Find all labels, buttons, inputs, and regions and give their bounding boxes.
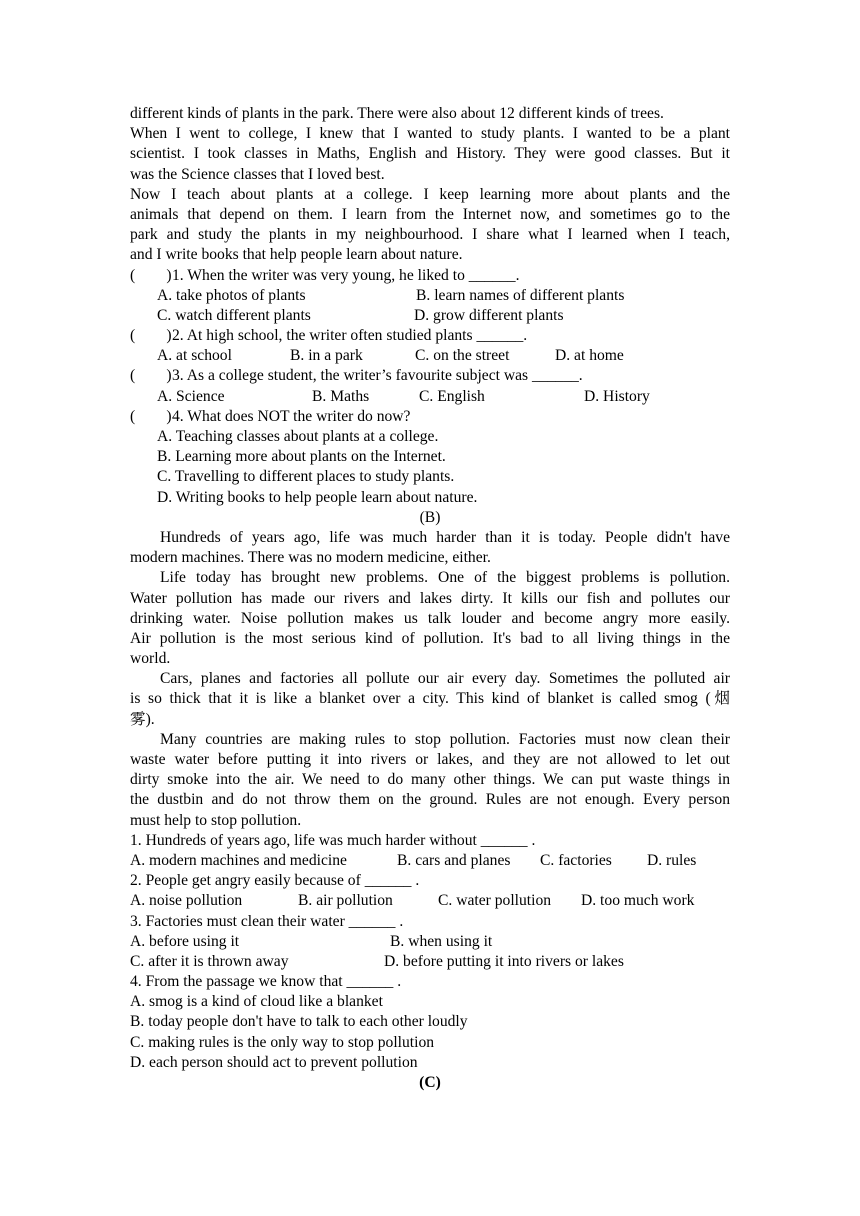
text-line: world.: [130, 650, 171, 668]
option-c: C. watch different plants: [157, 306, 311, 324]
answer-bracket: ( ): [130, 266, 172, 284]
text-line: the dustbin and do not throw them on the ground. Rules are not enough. Every person: [130, 791, 730, 809]
question-a2: [130, 326, 730, 346]
option-a: A. noise pollution: [130, 892, 243, 910]
text-line: Many countries are making rules to stop pollution. Factories must now clean their: [160, 730, 730, 748]
text-line: modern machines. There was no modern medicine, either.: [130, 549, 491, 567]
answer-bracket: ( ): [130, 367, 172, 385]
option-b: B. air pollution: [298, 892, 393, 910]
question-a1: [130, 266, 730, 286]
option-d: D. rules: [647, 851, 697, 869]
text-line: park and study the plants in my neighbourhood. I share what I learned when I teach,: [130, 226, 730, 244]
option-c: C. after it is thrown away: [130, 952, 289, 970]
option-b: B. in a park: [290, 347, 363, 365]
text-line: When I went to college, I knew that I wanted to study plants. I wanted to be a plant: [130, 125, 730, 143]
text-line: dirty smoke into the air. We need to do many other things. We can put waste things in: [130, 771, 730, 789]
text-line: animals that depend on them. I learn from the Internet now, and sometimes go to the: [130, 205, 730, 223]
option-a: A. modern machines and medicine: [130, 851, 347, 869]
text-line: 雾).: [130, 710, 155, 728]
question-a3: [130, 366, 730, 386]
option-b: B. cars and planes: [397, 851, 511, 869]
text-line: scientist. I took classes in Maths, English and History. They were good classes. But it: [130, 145, 730, 163]
question-stem: 2. At high school, the writer often studied plants ______.: [172, 327, 528, 345]
text-line: Cars, planes and factories all pollute our air every day. Sometimes the polluted air: [160, 670, 730, 688]
text-line: and I write books that help people learn about nature.: [130, 246, 463, 264]
document-text: [130, 104, 730, 1093]
text-line: drinking water. Noise pollution makes us talk louder and become angry more easily.: [130, 609, 730, 627]
question-stem: 1. When the writer was very young, he liked to ______.: [172, 266, 520, 284]
option-a: A. take photos of plants: [157, 286, 306, 304]
options-row: [130, 346, 730, 366]
question-b1-stem: 1. Hundreds of years ago, life was much harder without ______ .: [130, 831, 536, 849]
option-b: B. today people don't have to talk to each other loudly: [130, 1013, 468, 1031]
question-b4-stem: 4. From the passage we know that ______ .: [130, 973, 402, 991]
option-d: D. Writing books to help people learn about nature.: [157, 488, 478, 506]
option-a: A. smog is a kind of cloud like a blanket: [130, 993, 383, 1011]
question-a4: [130, 407, 730, 427]
text-line: Hundreds of years ago, life was much harder than it is today. People didn't have: [160, 528, 730, 546]
text-line: Water pollution has made our rivers and lakes dirty. It kills our fish and pollutes our: [130, 589, 730, 607]
text-line: Life today has brought new problems. One of the biggest problems is pollution.: [160, 569, 730, 587]
option-b: B. learn names of different plants: [416, 286, 625, 304]
answer-bracket: ( ): [130, 327, 172, 345]
options-row: [130, 851, 730, 871]
option-c: C. on the street: [415, 347, 510, 365]
option-c: C. water pollution: [438, 892, 552, 910]
text-line: waste water before putting it into rivers or lakes, and they are not allowed to let out: [130, 751, 730, 768]
question-stem: 3. As a college student, the writer’s favourite subject was ______.: [172, 367, 583, 385]
option-d: D. at home: [555, 347, 624, 365]
text-line: Air pollution is the most serious kind of pollution. It's bad to all living things in the: [130, 629, 730, 647]
passage-a-paragraph-1-tail: different kinds of plants in the park. There were also about 12 different kinds of trees.: [130, 105, 664, 122]
option-d: D. too much work: [581, 892, 695, 910]
option-c: C. Travelling to different places to study plants.: [157, 468, 455, 486]
passage-c-heading: (C): [419, 1074, 441, 1091]
text-line: is so thick that it is like a blanket over a city. This kind of blanket is called smog (烟: [130, 690, 730, 708]
options-row: [130, 891, 730, 911]
options-row: [130, 286, 730, 306]
question-b2-stem: 2. People get angry easily because of ______ .: [130, 872, 420, 890]
option-b: B. when using it: [390, 932, 493, 950]
option-d: D. History: [584, 387, 650, 405]
option-d: D. grow different plants: [414, 306, 564, 324]
text-line: must help to stop pollution.: [130, 811, 302, 829]
question-stem: 4. What does NOT the writer do now?: [172, 407, 411, 425]
option-b: B. Learning more about plants on the Internet.: [157, 448, 446, 466]
text-line: Now I teach about plants at a college. I keep learning more about plants and the: [130, 185, 730, 203]
options-row: [130, 387, 730, 407]
options-row: [130, 306, 730, 326]
option-a: A. Science: [157, 387, 225, 405]
option-d: D. before putting it into rivers or lakes: [384, 952, 624, 970]
answer-bracket: ( ): [130, 407, 172, 425]
option-d: D. each person should act to prevent pollution: [130, 1053, 418, 1071]
option-c: C. English: [419, 387, 485, 405]
option-c: C. factories: [540, 851, 612, 869]
option-a: A. at school: [157, 347, 232, 365]
passage-b-heading: (B): [419, 508, 441, 526]
text-line: was the Science classes that I loved best.: [130, 165, 385, 183]
options-row: [130, 952, 730, 972]
option-c: C. making rules is the only way to stop pollution: [130, 1033, 435, 1051]
option-b: B. Maths: [312, 387, 370, 405]
question-b3-stem: 3. Factories must clean their water ______ .: [130, 912, 404, 930]
options-row: [130, 932, 730, 952]
option-a: A. before using it: [130, 932, 240, 950]
option-a: A. Teaching classes about plants at a college.: [157, 428, 439, 445]
